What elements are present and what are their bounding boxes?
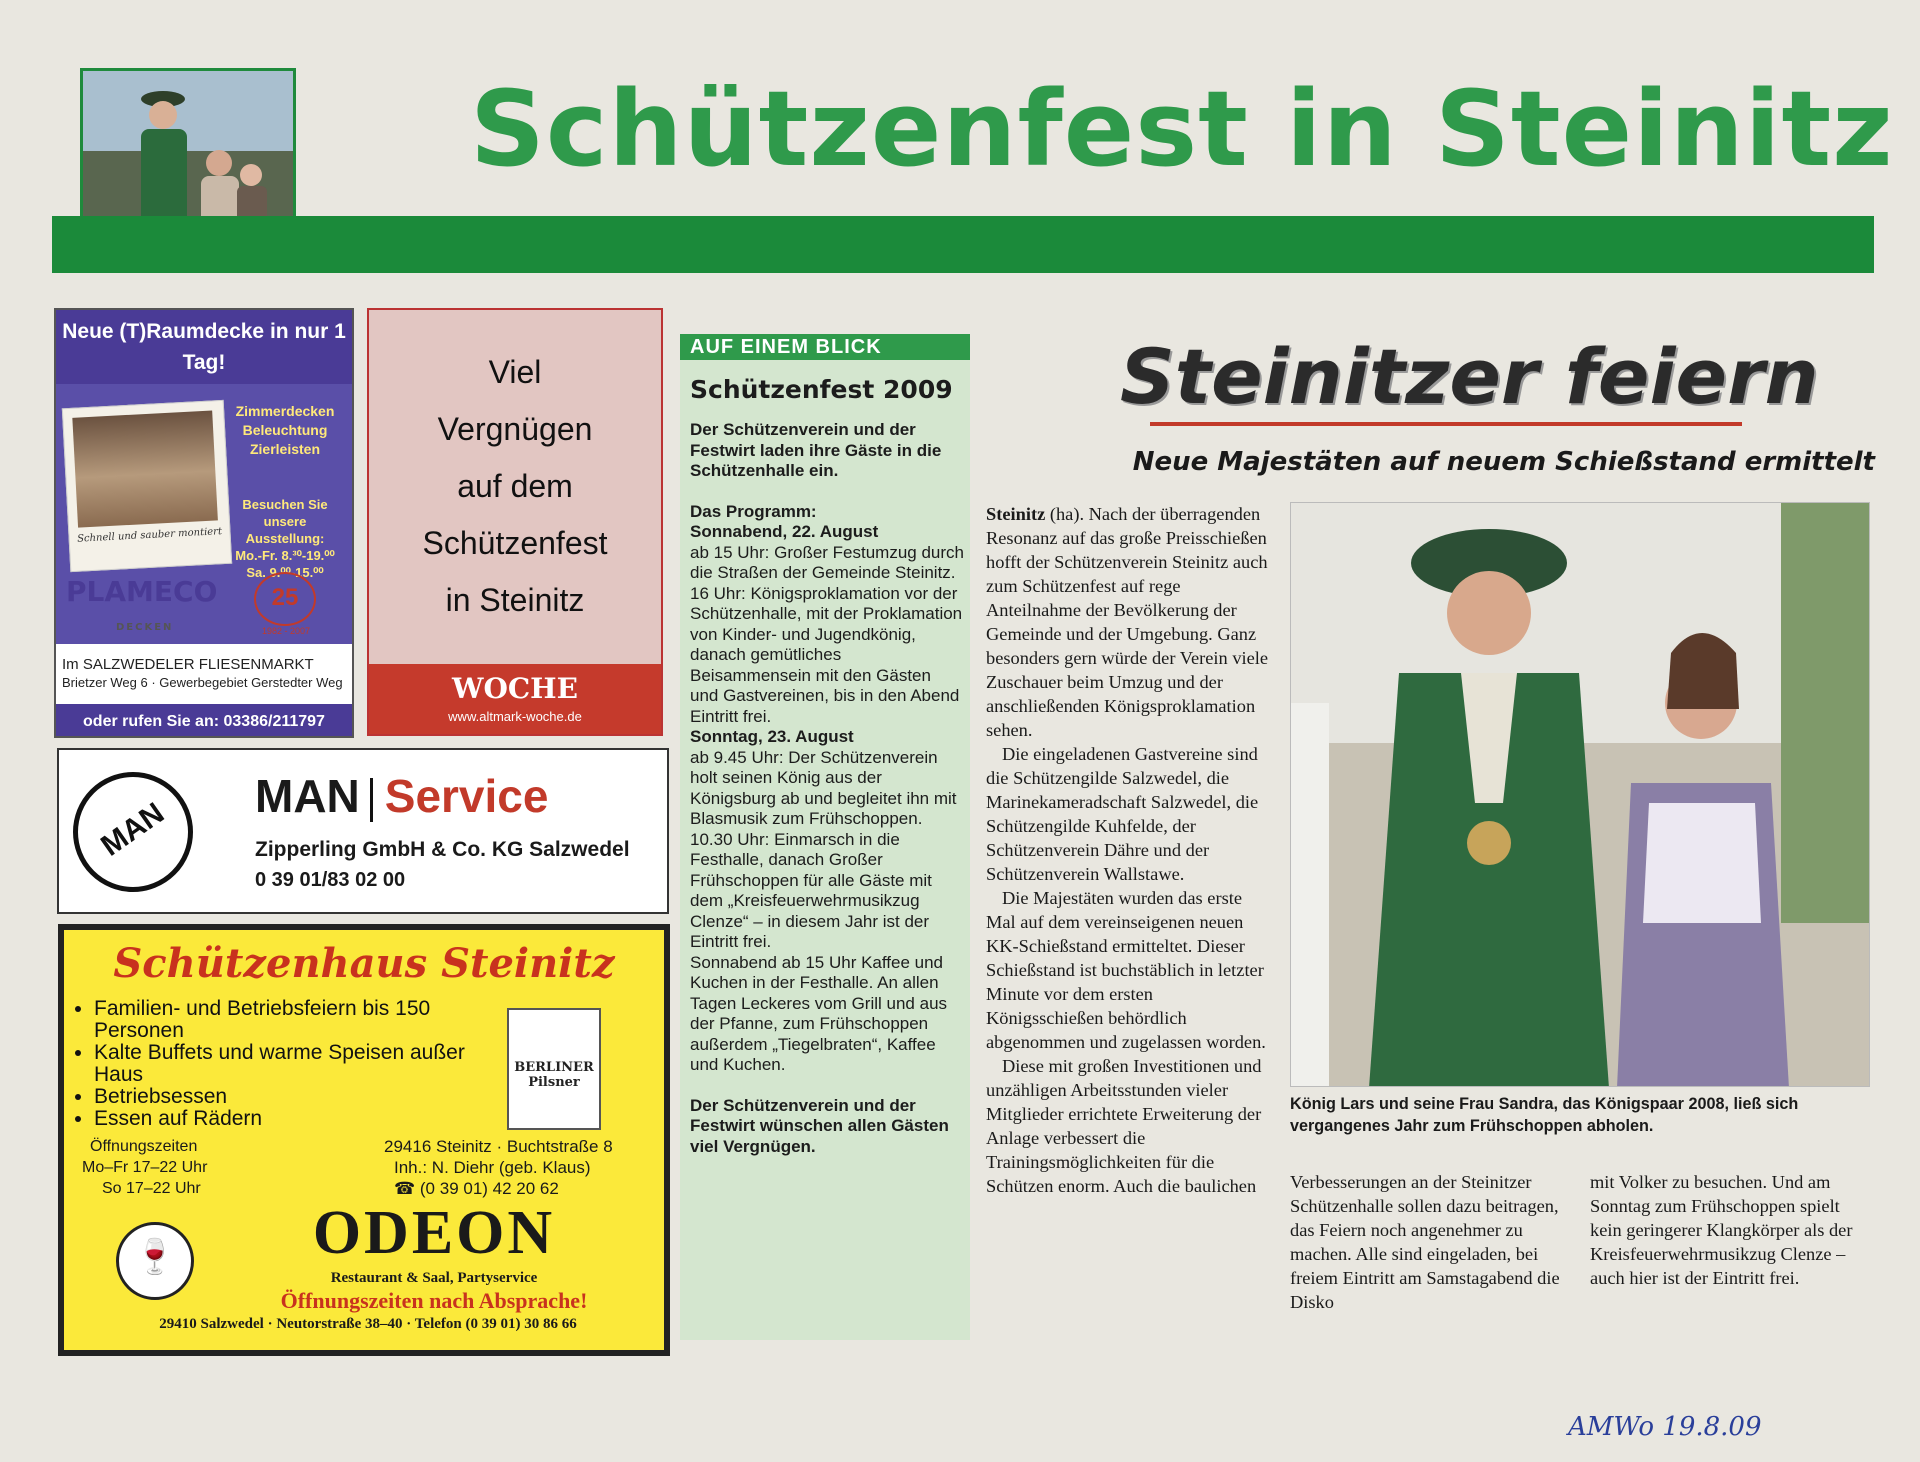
plameco-brand: PLAMECO bbox=[66, 575, 218, 608]
list-item: • Essen auf Rädern bbox=[94, 1108, 494, 1130]
masthead-bar bbox=[52, 216, 1874, 273]
ad-man-company: Zipperling GmbH & Co. KG Salzwedel bbox=[255, 838, 630, 861]
ad-plameco-visit bbox=[226, 496, 344, 581]
visit-line: Ausstellung: bbox=[245, 531, 325, 546]
ad-man-service bbox=[57, 748, 669, 914]
ad-schuetzenhaus-title: Schützenhaus Steinitz bbox=[113, 940, 615, 987]
ad-plameco-feature: Zimmerdecken bbox=[235, 403, 335, 419]
beer-logo-text: BERLINER Pilsner bbox=[514, 1060, 594, 1090]
article-photo bbox=[1290, 502, 1870, 1087]
ad-woche-footer bbox=[369, 664, 661, 734]
article-subheadline: Neue Majestäten auf neuem Schießstand ermittelt bbox=[1132, 447, 1875, 477]
ad-woche-url: www.altmark-woche.de bbox=[448, 709, 582, 724]
kitchen-image bbox=[72, 410, 218, 527]
owner: Inh.: N. Diehr (geb. Klaus) bbox=[394, 1158, 591, 1177]
program-item: Sonnabend ab 15 Uhr Kaffee und Kuchen in der Festhalle. An allen Tagen Leckeres vom Grill und aus der Pfanne, zum Frühschoppen außerdem „Tiegelbraten“, Kaffee und Kuchen. bbox=[690, 952, 948, 1074]
woche-logo: WOCHE bbox=[452, 672, 578, 705]
list-item: • Familien- und Betriebsfeiern bis 150 Personen bbox=[94, 998, 494, 1042]
page-title: Schützenfest in Steinitz bbox=[470, 68, 1894, 190]
article-paragraph bbox=[986, 502, 1274, 742]
hours-sunday: So 17–22 Uhr bbox=[102, 1180, 201, 1197]
brand-separator bbox=[370, 778, 373, 822]
opening-hours bbox=[82, 1136, 262, 1199]
plameco-logo bbox=[66, 572, 218, 633]
ad-plameco-street: Brietzer Weg 6 · Gewerbegebiet Gerstedter Weg bbox=[62, 675, 343, 690]
paragraph-text: (ha). Nach der überragenden Resonanz auf das große Preisschießen hofft der Schützenverein Steinitz auch zum Schützenfest auf rege Anteilnahme der Bevölkerung der Gemeinde und der Umgebung. Ganz besonders gern würde der Verein viele Zuschauer beim Umzug und der anschließenden Königsproklamation sehen. bbox=[986, 504, 1269, 740]
street-address: 29416 Steinitz · Buchtstraße 8 bbox=[384, 1137, 613, 1156]
ad-plameco-feature: Zierleisten bbox=[249, 441, 321, 457]
odeon-logo: ODEON bbox=[312, 1199, 556, 1267]
article-paragraph: Diese mit großen Investitionen und unzähligen Arbeitsstunden vieler Mitglieder errichtete Erweiterung der Anlage verbessert die Trainingsmöglichkeiten für die Schützen enorm. Auch die baulichen bbox=[986, 1056, 1262, 1196]
beer-logo bbox=[507, 1008, 601, 1130]
program-label: Das Programm: bbox=[690, 501, 817, 521]
man-logo bbox=[73, 772, 193, 892]
program-item: ab 9.45 Uhr: Der Schützenverein holt seinen König aus der Königsburg ab und begleitet ihn mit Blasmusik zum Frühschoppen. bbox=[690, 747, 957, 828]
dateline: Steinitz bbox=[986, 504, 1046, 524]
plameco-brand-sub: DECKEN bbox=[116, 622, 174, 633]
odeon-subtitle: Restaurant & Saal, Partyservice bbox=[330, 1270, 538, 1286]
man-logo-text: MAN bbox=[95, 796, 171, 863]
handwritten-note: AMWo 19.8.09 bbox=[1568, 1412, 1762, 1442]
ad-schuetzenhaus bbox=[58, 924, 670, 1356]
ad-plameco-headline: Neue (T)Raumdecke in nur 1 Tag! bbox=[56, 310, 352, 384]
list-item: • Kalte Buffets und warme Speisen außer Haus bbox=[94, 1042, 494, 1086]
anniversary-years: 1982 - 2007 bbox=[261, 626, 311, 636]
article-column-3 bbox=[1590, 1170, 1870, 1290]
info-box-label: AUF EINEM BLICK bbox=[680, 334, 970, 360]
article-column-1 bbox=[986, 502, 1274, 1198]
phone: ☎ (0 39 01) 42 20 62 bbox=[394, 1179, 559, 1198]
article-paragraph: Die Majestäten wurden das erste Mal auf dem vereinseigenen neuen KK-Schießstand ermitteltet. Dieser Schießstand ist buchstäblich in letzter Minute vor dem ersten Königsschießen behördlich abgenommen und zugelassen worden. bbox=[986, 888, 1266, 1052]
visit-line: Besuchen Sie bbox=[242, 497, 328, 512]
ad-plameco-photo-caption: Schnell und sauber montiert bbox=[76, 526, 223, 545]
ad-woche-line: Schützenfest bbox=[422, 525, 608, 561]
article-paragraph: Verbesserungen an der Steinitzer Schützenhalle sollen dazu beitragen, das Feiern noch angenehmer zu machen. Alle sind eingeladen, bei freiem Eintritt am Samstagabend die Disko bbox=[1290, 1172, 1560, 1312]
ad-woche-line: Vergnügen bbox=[437, 411, 593, 447]
service-list bbox=[78, 998, 494, 1130]
ad-woche bbox=[367, 308, 663, 736]
ad-plameco-photo bbox=[62, 400, 232, 572]
ad-woche-line: in Steinitz bbox=[445, 582, 585, 618]
article-paragraph: Die eingeladenen Gastvereine sind die Schützengilde Salzwedel, die Marinekameradschaft Salzwedel, die Schützengilde Kuhfelde, der Schützenverein Dähre und der Schützenverein Wallstawe. bbox=[986, 744, 1259, 884]
ad-plameco-features bbox=[226, 402, 344, 459]
visit-line: Sa. 9.⁰⁰-15.⁰⁰ bbox=[246, 565, 324, 580]
anniversary-seal: 25 bbox=[254, 572, 316, 626]
ad-woche-text bbox=[369, 344, 661, 629]
ad-plameco-feature: Beleuchtung bbox=[242, 422, 328, 438]
ad-plameco-location: Im SALZWEDELER FLIESENMARKT bbox=[62, 656, 314, 673]
list-item: • Betriebsessen bbox=[94, 1086, 494, 1108]
man-brand: MAN bbox=[255, 770, 360, 822]
ad-man-phone: 0 39 01/83 02 00 bbox=[255, 869, 406, 891]
article-headline: Steinitzer feiern bbox=[1120, 332, 1819, 421]
wine-glasses-icon: 🍷 bbox=[116, 1222, 194, 1300]
ad-plameco bbox=[54, 308, 354, 738]
ad-plameco-address bbox=[62, 656, 352, 692]
info-box-title: Schützenfest 2009 bbox=[690, 375, 953, 404]
info-intro: Der Schützenverein und der Festwirt laden ihre Gäste in die Schützenhalle ein. bbox=[690, 420, 942, 480]
article-paragraph: mit Volker zu besuchen. Und am Sonntag zum Frühschoppen spielt kein geringerer Klangkörper als der Kreisfeuerwehrmusikzug Clenze – auch hier ist der Eintritt frei. bbox=[1590, 1172, 1853, 1288]
hours-weekday: Mo–Fr 17–22 Uhr bbox=[82, 1159, 208, 1176]
visit-line: Mo.-Fr. 8.³⁰-19.⁰⁰ bbox=[235, 548, 335, 563]
ad-woche-line: auf dem bbox=[457, 468, 573, 504]
program-item: 16 Uhr: Königsproklamation vor der Schützenhalle, mit der Proklamation von Kinder- und Jugendkönig, danach gemütliches Beisammensein mit den Gästen und Gastvereinen, bis in den Abend Eintritt frei. bbox=[690, 583, 963, 726]
hours-label: Öffnungszeiten bbox=[90, 1138, 198, 1155]
article-column-2 bbox=[1290, 1170, 1570, 1314]
ad-schuetzenhaus-address bbox=[384, 1136, 654, 1199]
info-outro: Der Schützenverein und der Festwirt wünschen allen Gästen viel Vergnügen. bbox=[690, 1095, 949, 1156]
man-service: Service bbox=[384, 770, 549, 822]
headline-rule bbox=[1150, 422, 1742, 426]
ad-plameco-call: oder rufen Sie an: 03386/211797 bbox=[56, 704, 352, 738]
ad-woche-line: Viel bbox=[488, 354, 542, 390]
program-item: 10.30 Uhr: Einmarsch in die Festhalle, danach Großer Frühschoppen für alle Gäste mit dem „Kreisfeuerwehrmusikzug Clenze“ – in diesem Jahr ist der Eintritt frei. bbox=[690, 829, 932, 951]
ad-man-brand bbox=[255, 768, 548, 824]
sunday-heading: Sonntag, 23. August bbox=[690, 727, 854, 746]
info-box bbox=[680, 334, 970, 1340]
photo-caption: König Lars und seine Frau Sandra, das Königspaar 2008, ließ sich vergangenes Jahr zum Frühschoppen abholen. bbox=[1290, 1095, 1799, 1135]
saturday-heading: Sonnabend, 22. August bbox=[690, 522, 879, 541]
visit-line: unsere bbox=[263, 514, 307, 529]
program-item: ab 15 Uhr: Großer Festumzug durch die Straßen der Gemeinde Steinitz. bbox=[690, 542, 965, 582]
info-box-body bbox=[690, 374, 964, 1157]
odeon-address: 29410 Salzwedel · Neutorstraße 38–40 · Telefon (0 39 01) 30 86 66 bbox=[159, 1316, 577, 1332]
odeon-opening: Öffnungszeiten nach Absprache! bbox=[280, 1288, 588, 1313]
